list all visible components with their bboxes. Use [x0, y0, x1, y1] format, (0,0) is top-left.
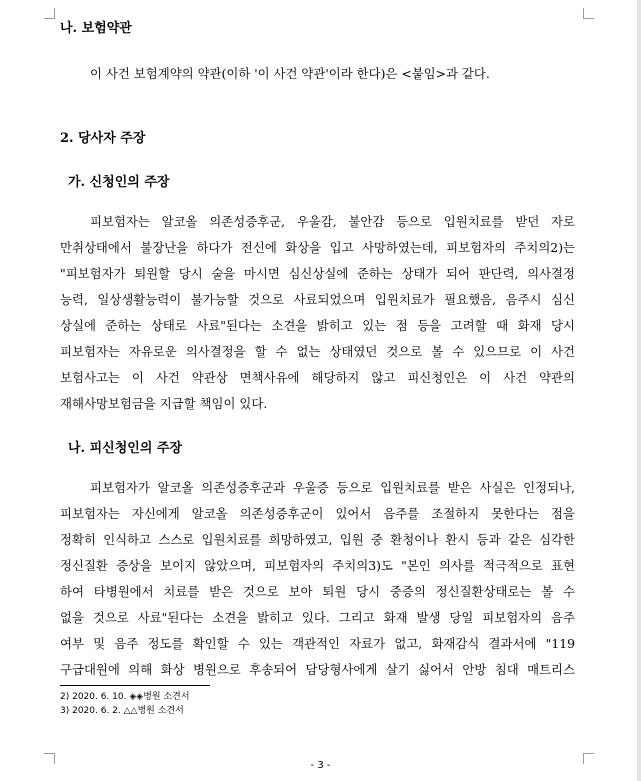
- paragraph-line: 피보험자는 자유로운 의사결정을 할 수 없는 상태였던 것으로 볼 수 있으므로 이 사건: [60, 344, 575, 359]
- heading-respondent: 나. 피신청인의 주장: [68, 441, 183, 456]
- policy-text: 이 사건 보험계약의 약관(이하 '이 사건 약관'이라 한다)은 <붙임>과 같다.: [90, 66, 490, 81]
- paragraph-line: 정확히 인식하고 스스로 입원치료를 희망하였고, 입원 중 환청이나 환시 등과 같은 심각한: [60, 532, 575, 547]
- paragraph-line: 상실에 준하는 상태로 사료"된다는 소견을 밝히고 있는 점 등을 고려할 때 화재 당시: [60, 318, 575, 333]
- window-scroll-edge[interactable]: [637, 0, 641, 781]
- paragraph-line: 재해사망보험금을 지급할 책임이 있다.: [60, 396, 268, 411]
- paragraph-line: 만취상태에서 불장난을 하다가 전신에 화상을 입고 사망하였는데, 피보험자의 주치의2)는: [60, 240, 575, 255]
- paragraph-line: 정신질환 증상을 보이지 않았으며, 피보험자의 주치의3)도 "본인 의사를 적극적으로 표현: [60, 558, 575, 573]
- paragraph-line: 여부 및 음주 정도를 확인할 수 있는 객관적인 자료가 없고, 화재감식 결과서에 "119: [60, 636, 575, 651]
- paragraph-line: "피보험자가 퇴원할 당시 술을 마시면 심신상실에 준하는 상태가 되어 판단력, 의사결정: [60, 266, 575, 281]
- paragraph-line: 피보험자가 알코올 의존성증후군과 우울증 등으로 입원치료를 받은 사실은 인정되나,: [90, 480, 575, 495]
- paragraph-line: 피보험자는 자신에게 알코올 의존성증후군이 있어서 음주를 조절하지 못한다는 점을: [60, 506, 575, 521]
- heading-policy: 나. 보험약관: [60, 21, 132, 36]
- heading-applicant: 가. 신청인의 주장: [68, 175, 170, 190]
- crop-mark-top-left: [44, 8, 55, 19]
- heading-claims: 2. 당사자 주장: [60, 131, 146, 146]
- crop-mark-top-right: [583, 8, 594, 19]
- footnote-3: 3) 2020. 6. 2. △△병원 소견서: [60, 706, 184, 716]
- paragraph-line: 능력, 일상생활능력이 불가능할 것으로 사료되었으며 입원치료가 필요했음, 음주시 심신: [60, 292, 575, 307]
- footnote-divider: [60, 685, 210, 686]
- paragraph-line: 없을 것으로 사료"된다는 소견을 밝히고 있다. 그리고 화재 발생 당일 피보험자의 음주: [60, 610, 575, 625]
- paragraph-line: 보험사고는 이 사건 약관상 면책사유에 해당하지 않고 피신청인은 이 사건 약관의: [60, 370, 575, 385]
- paragraph-line: 하여 타병원에서 치료를 받은 것으로 보아 퇴원 당시 중증의 정신질환상태로는 볼 수: [60, 584, 575, 599]
- page-number: - 3 -: [310, 760, 331, 771]
- footnote-2: 2) 2020. 6. 10. ◈◈병원 소견서: [60, 692, 190, 702]
- paragraph-line: 피보험자는 알코올 의존성증후군, 우울감, 불안감 등으로 입원치료를 받던 자로: [90, 214, 575, 229]
- paragraph-line: 구급대원에 의해 화상 병원으로 후송되어 담당형사에게 살기 싫어서 안방 침대 매트리스: [60, 662, 575, 677]
